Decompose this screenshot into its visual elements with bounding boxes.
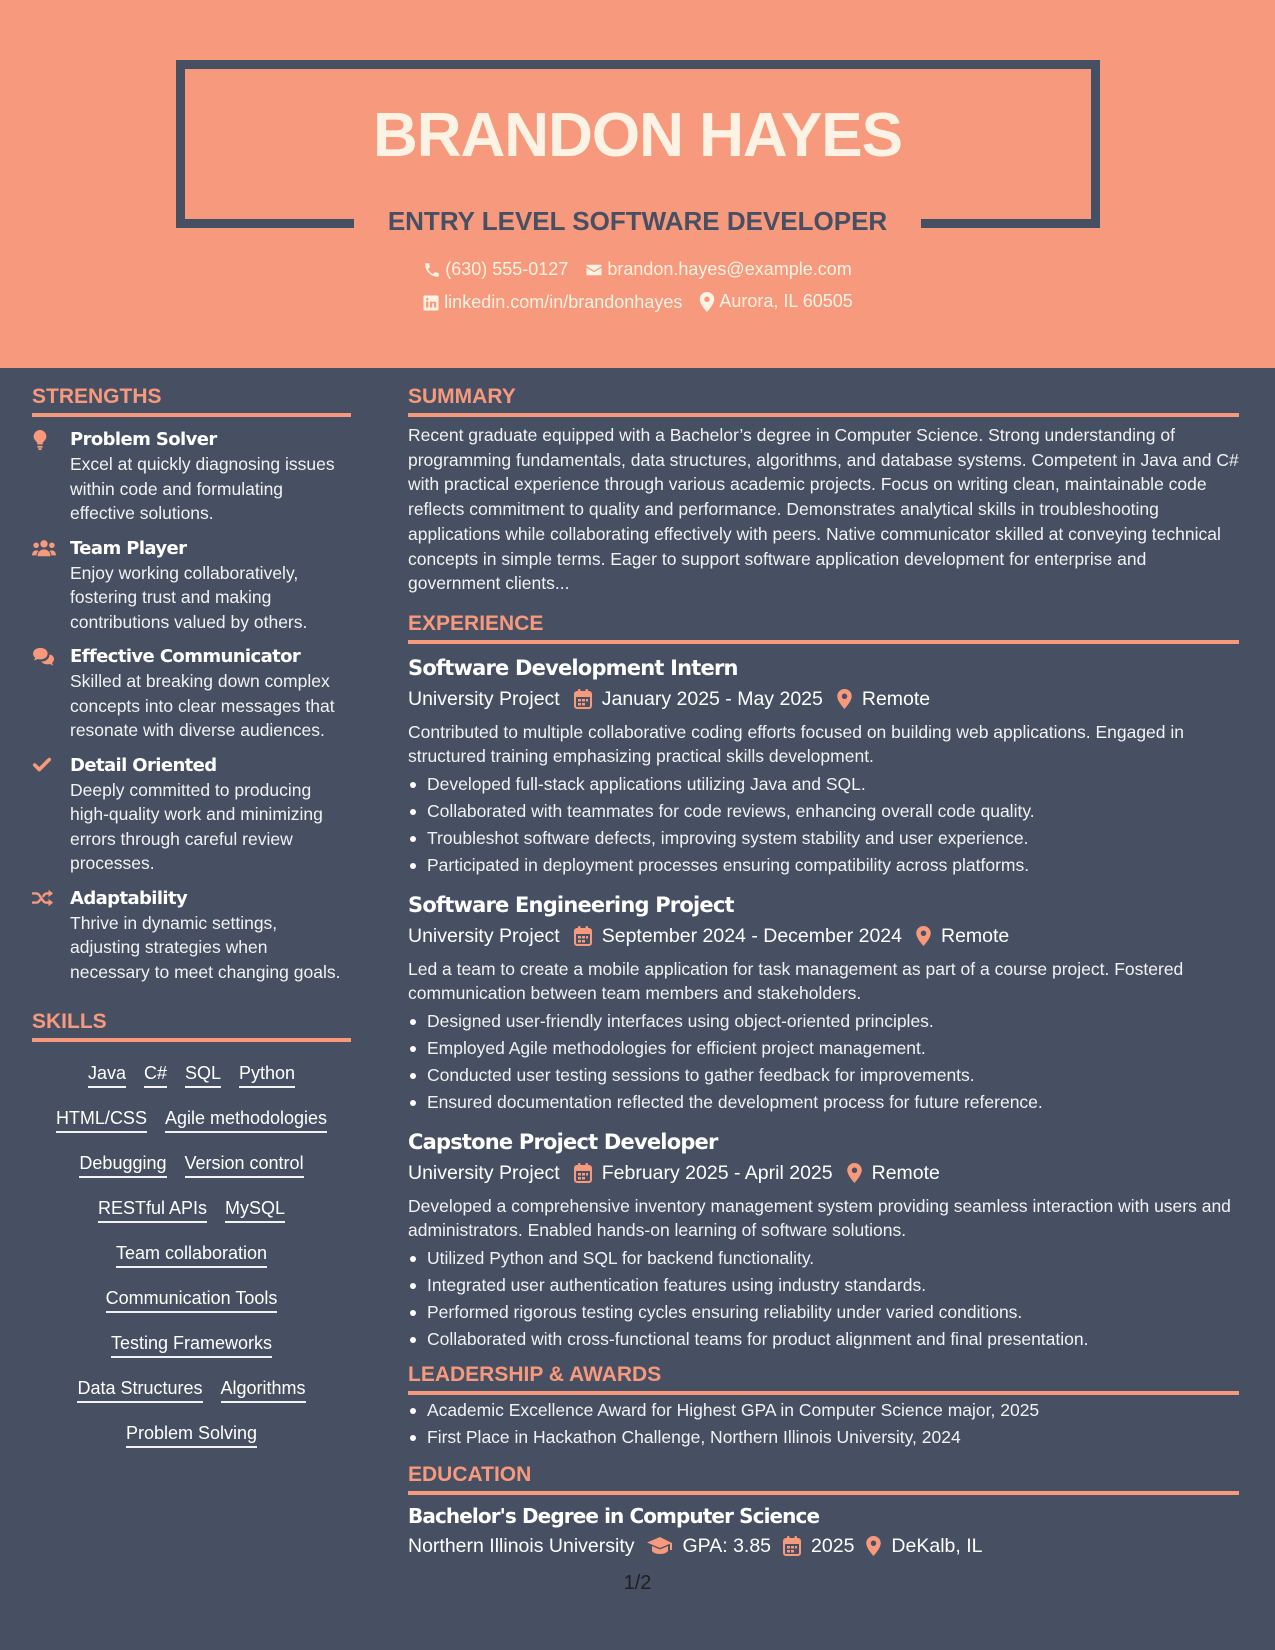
- role-location: Remote: [940, 924, 1010, 947]
- contact-row: [0, 291, 1275, 317]
- phone-icon: [423, 261, 441, 279]
- email-text: brandon.hayes@example.com: [607, 259, 852, 279]
- role-bullets: [408, 1245, 1239, 1353]
- awards-list: [408, 1397, 1239, 1451]
- bullet-item: Designed user-friendly interfaces using object-oriented principles.: [408, 1008, 1239, 1035]
- award-item: First Place in Hackathon Challenge, Northern Illinois University, 2024: [408, 1424, 1239, 1451]
- bullet-item: Performed rigorous testing cycles ensuring reliability under varied conditions.: [408, 1299, 1239, 1326]
- contact-email[interactable]: [585, 259, 851, 280]
- job-title: ENTRY LEVEL SOFTWARE DEVELOPER: [387, 206, 888, 236]
- graduation-year: 2025: [811, 1534, 855, 1557]
- strength-desc: Thrive in dynamic settings, adjusting strategies when necessary to meet changing goals.: [70, 912, 341, 982]
- comments-icon: [32, 647, 56, 667]
- summary-text: Recent graduate equipped with a Bachelor’s degree in Computer Science. Strong understanding of programming fundamentals, data structures, algorithms, and database systems. Competent in Java and C# with practical experience through various academic projects. Focus on writing clean, maintainable code reflects commitment to quality and performance. Demonstrates analytical skills in troubleshooting applications while collaborating effectively with peers. Native communicator skilled at conveying technical concepts in simple terms. Eager to support software application development for enterprise and government clients...: [408, 425, 1239, 594]
- resume-header: [0, 0, 1275, 368]
- school-location: DeKalb, IL: [891, 1534, 983, 1557]
- left-column: [32, 385, 351, 1457]
- strength-item: [32, 428, 351, 526]
- shuffle-icon: [32, 889, 54, 907]
- degree-title: Bachelor's Degree in Computer Science: [408, 1503, 820, 1528]
- gpa-text: GPA: 3.85: [682, 1534, 772, 1557]
- map-pin-icon: [847, 1163, 862, 1183]
- skill-tag: Communication Tools: [106, 1287, 278, 1313]
- role-dates: January 2025 - May 2025: [601, 687, 823, 710]
- map-pin-icon: [866, 1536, 881, 1556]
- summary-heading: SUMMARY: [408, 385, 1239, 417]
- bullet-item: Ensured documentation reflected the development process for future reference.: [408, 1089, 1239, 1116]
- bullet-item: Troubleshot software defects, improving system stability and user experience.: [408, 825, 1239, 852]
- strength-item: [32, 887, 351, 985]
- experience-heading: EXPERIENCE: [408, 612, 1239, 644]
- bullet-item: Employed Agile methodologies for efficient project management.: [408, 1035, 1239, 1062]
- contact-location: [699, 291, 852, 312]
- experience-entry: [408, 891, 1239, 1116]
- role-meta: [408, 921, 1239, 951]
- role-description: Led a team to create a mobile application for task management as part of a course project. Fostered communication between team members and stakeholders.: [408, 958, 1184, 1004]
- role-title: Capstone Project Developer: [408, 1129, 718, 1154]
- strength-desc: Excel at quickly diagnosing issues within code and formulating effective solutions.: [70, 454, 335, 523]
- skill-tag: RESTful APIs: [98, 1197, 207, 1223]
- envelope-icon: [585, 261, 603, 279]
- calendar-icon: [783, 1536, 801, 1556]
- strength-desc: Deeply committed to producing high-quality work and minimizing errors through careful review processes.: [70, 779, 323, 873]
- strength-item: [32, 754, 351, 876]
- skill-tag: Problem Solving: [126, 1422, 257, 1448]
- map-pin-icon: [916, 926, 931, 946]
- skill-tag: Team collaboration: [116, 1242, 267, 1268]
- role-dates: February 2025 - April 2025: [601, 1161, 833, 1184]
- role-description: Developed a comprehensive inventory management system providing seamless interaction with users and administrators. Enabled hands-on learning of software solutions.: [408, 1195, 1231, 1241]
- phone-text: (630) 555-0127: [445, 259, 569, 279]
- calendar-icon: [574, 1163, 592, 1183]
- graduation-cap-icon: [647, 1537, 673, 1555]
- education-meta: [408, 1531, 1239, 1561]
- skill-tag: SQL: [185, 1062, 221, 1088]
- strength-title: Effective Communicator: [70, 646, 301, 667]
- bullet-item: Conducted user testing sessions to gather feedback for improvements.: [408, 1062, 1239, 1089]
- role-title: Software Development Intern: [408, 655, 738, 680]
- skill-tag: MySQL: [225, 1197, 285, 1223]
- linkedin-text: linkedin.com/in/brandonhayes: [444, 292, 683, 312]
- role-location: Remote: [871, 1161, 940, 1184]
- role-description: Contributed to multiple collaborative coding efforts focused on building web applications. Engaged in structured training emphasizing practical skills development.: [408, 721, 1185, 767]
- bullet-item: Integrated user authentication features using industry standards.: [408, 1272, 1239, 1299]
- map-pin-icon: [837, 689, 852, 709]
- skill-tag: Version control: [185, 1152, 304, 1178]
- skill-tag: Debugging: [79, 1152, 166, 1178]
- skill-tag: Agile methodologies: [165, 1107, 327, 1133]
- location-text: Aurora, IL 60505: [719, 291, 853, 311]
- strength-title: Team Player: [70, 537, 187, 559]
- role-bullets: [408, 771, 1239, 879]
- right-column: [408, 385, 1239, 1561]
- skill-tag: Testing Frameworks: [111, 1332, 272, 1358]
- role-meta: [408, 1158, 1239, 1188]
- skill-tag: Data Structures: [77, 1377, 202, 1403]
- page-number: 1/2: [623, 1572, 652, 1594]
- experience-entry: [408, 1128, 1239, 1353]
- candidate-name: BRANDON HAYES: [372, 101, 902, 170]
- award-item: Academic Excellence Award for Highest GPA in Computer Science major, 2025: [408, 1397, 1239, 1424]
- strengths-heading: STRENGTHS: [32, 385, 351, 417]
- role-bullets: [408, 1008, 1239, 1116]
- skill-tag: Algorithms: [221, 1377, 306, 1403]
- strength-desc: Enjoy working collaboratively, fostering trust and making contributions valued by others.: [70, 562, 308, 632]
- bullet-item: Utilized Python and SQL for backend functionality.: [408, 1245, 1239, 1272]
- leadership-heading: LEADERSHIP & AWARDS: [408, 1363, 1239, 1395]
- skill-tag: Python: [239, 1062, 295, 1088]
- lightbulb-icon: [32, 430, 48, 450]
- calendar-icon: [574, 926, 592, 946]
- users-icon: [32, 539, 56, 557]
- school-name: Northern Illinois University: [408, 1534, 635, 1557]
- contact-phone[interactable]: [423, 259, 568, 280]
- bullet-item: Collaborated with teammates for code reviews, enhancing overall code quality.: [408, 798, 1239, 825]
- role-org: University Project: [408, 687, 560, 710]
- strength-title: Detail Oriented: [70, 754, 217, 776]
- bullet-item: Collaborated with cross-functional teams for product alignment and final presentation.: [408, 1326, 1239, 1353]
- strength-desc: Skilled at breaking down complex concepts into clear messages that resonate with diverse audiences.: [70, 671, 335, 740]
- role-meta: [408, 684, 1239, 714]
- skill-tag: C#: [144, 1062, 167, 1088]
- contact-row: [0, 259, 1275, 284]
- strength-item: [32, 645, 351, 743]
- experience-entry: [408, 654, 1239, 879]
- check-icon: [32, 756, 52, 774]
- skill-tag: HTML/CSS: [56, 1107, 147, 1133]
- role-title: Software Engineering Project: [408, 892, 734, 917]
- skills-list: [32, 1052, 351, 1457]
- strength-title: Adaptability: [70, 887, 188, 909]
- role-org: University Project: [408, 924, 560, 947]
- role-dates: September 2024 - December 2024: [601, 924, 902, 947]
- bullet-item: Participated in deployment processes ensuring compatibility across platforms.: [408, 852, 1239, 879]
- map-pin-icon: [699, 292, 715, 312]
- skills-heading: SKILLS: [32, 1010, 351, 1042]
- role-location: Remote: [861, 687, 931, 710]
- linkedin-icon: [422, 294, 440, 312]
- contact-linkedin[interactable]: [422, 292, 682, 313]
- skill-tag: Java: [88, 1062, 126, 1088]
- education-heading: EDUCATION: [408, 1463, 1239, 1495]
- role-org: University Project: [408, 1161, 560, 1184]
- bullet-item: Developed full-stack applications utilizing Java and SQL.: [408, 771, 1239, 798]
- header-frame: [176, 60, 1100, 69]
- strength-title: Problem Solver: [70, 429, 217, 450]
- calendar-icon: [574, 689, 592, 709]
- strength-item: [32, 537, 351, 635]
